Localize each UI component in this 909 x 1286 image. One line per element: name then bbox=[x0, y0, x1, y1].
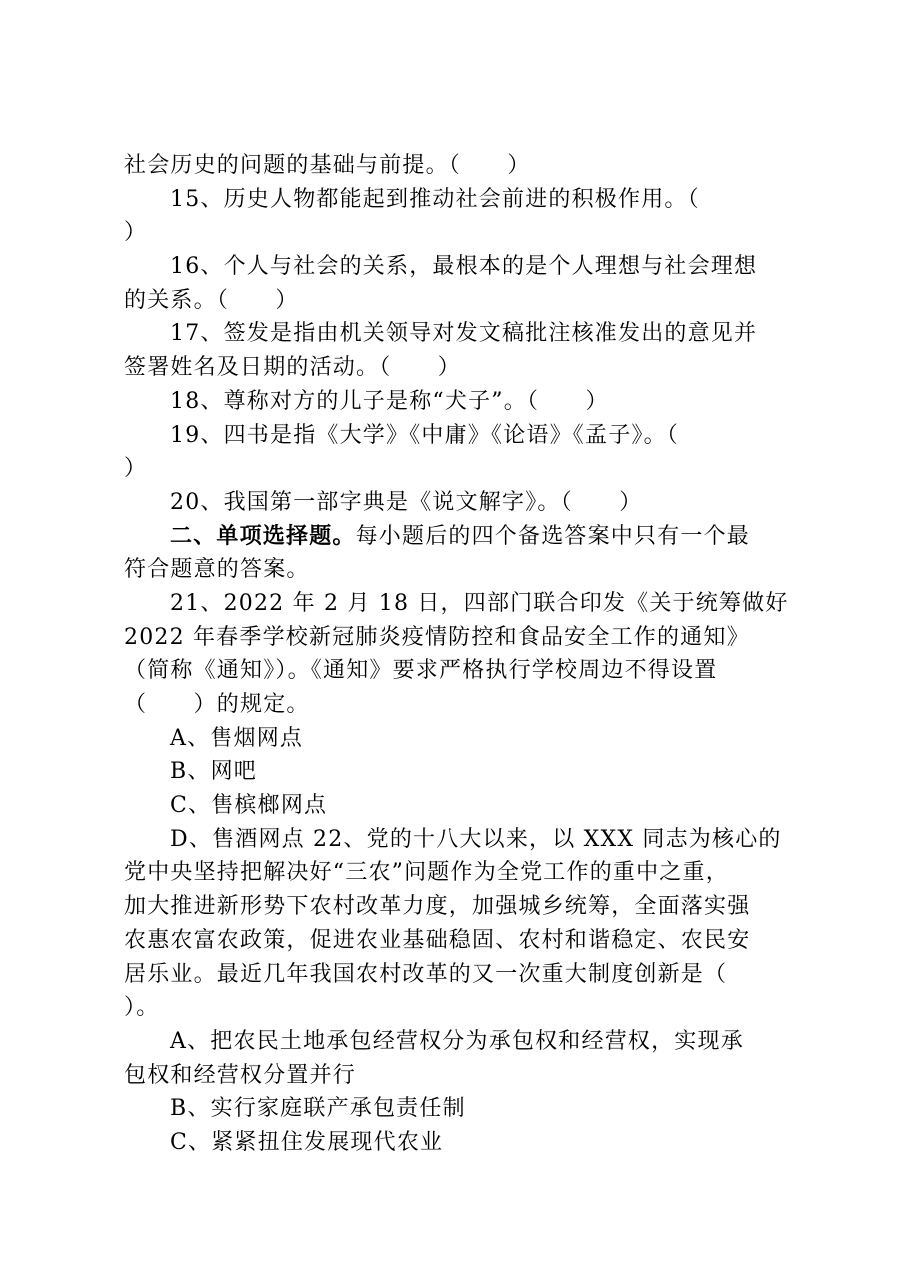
section-two-intro bbox=[124, 520, 798, 554]
text-line: 农惠农富农政策，促进农业基础稳固、农村和谐稳定、农民安 bbox=[124, 927, 751, 953]
text-line: ） bbox=[124, 220, 148, 246]
option-a: A、把农民土地承包经营权分为承包权和经营权，实现承 bbox=[170, 1028, 744, 1054]
question-21: 21、2022 年 2 月 18 日，四部门联合印发《关于统筹做好 bbox=[170, 590, 789, 616]
question-17: 17、签发是指由机关领导对发文稿批注核准发出的意见并 bbox=[170, 321, 758, 347]
question-16: 16、个人与社会的关系，最根本的是个人理想与社会理想 bbox=[170, 254, 758, 280]
text-line: 签署姓名及日期的活动。（ ） bbox=[124, 355, 462, 381]
question-18: 18、尊称对方的儿子是称“犬子”。（ ） bbox=[170, 388, 609, 414]
question-19: 19、四书是指《大学》《中庸》《论语》《孟子》。（ bbox=[170, 422, 679, 448]
option-b: B、网吧 bbox=[170, 759, 257, 785]
section-heading: 二、单项选择题。 bbox=[170, 522, 356, 549]
option-c: C、售槟榔网点 bbox=[170, 793, 328, 819]
option-d-question-22: D、售酒网点 22、党的十八大以来，以 XXX 同志为核心的 bbox=[170, 826, 782, 852]
text-line: 党中央坚持把解决好“三农”问题作为全党工作的重中之重， bbox=[124, 860, 729, 886]
question-20: 20、我国第一部字典是《说文解字》。（ ） bbox=[170, 489, 643, 515]
question-15: 15、历史人物都能起到推动社会前进的积极作用。（ bbox=[170, 186, 700, 212]
option-c: C、紧紧扭住发展现代农业 bbox=[170, 1129, 444, 1155]
text-line: ） bbox=[124, 456, 148, 482]
text-line: 包权和经营权分置并行 bbox=[124, 1062, 357, 1088]
text-line: 居乐业。最近几年我国农村改革的又一次重大制度创新是（ bbox=[124, 961, 728, 987]
section-instruction-continued: 符合题意的答案。 bbox=[124, 557, 310, 583]
text-line: 社会历史的问题的基础与前提。（ ） bbox=[124, 153, 531, 178]
text-line: 的关系。（ ） bbox=[124, 287, 299, 313]
text-line: ）。 bbox=[124, 995, 160, 1021]
option-a: A、售烟网点 bbox=[170, 725, 304, 751]
text-line: （简称《通知》）。《通知》要求严格执行学校周边不得设置 bbox=[124, 658, 718, 684]
section-instruction: 每小题后的四个备选答案中只有一个最 bbox=[355, 523, 751, 549]
text-line: （ ）的规定。 bbox=[124, 692, 310, 717]
text-line: 加大推进新形势下农村改革力度，加强城乡统筹，全面落实强 bbox=[124, 894, 751, 920]
document-body bbox=[124, 149, 798, 1160]
text-line: 2022 年春季学校新冠肺炎疫情防控和食品安全工作的通知》 bbox=[124, 624, 750, 650]
option-b: B、实行家庭联产承包责任制 bbox=[170, 1096, 466, 1122]
